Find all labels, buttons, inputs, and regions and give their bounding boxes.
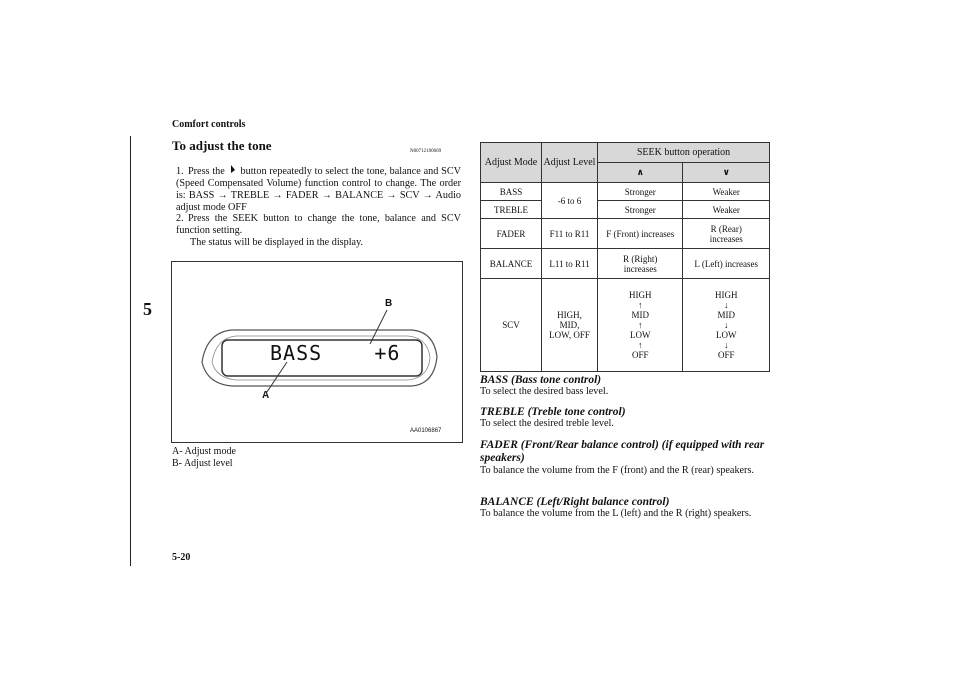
cell-level: HIGH, MID, LOW, OFF <box>542 279 598 372</box>
page-number: 5-20 <box>172 552 191 563</box>
cell-down: Weaker <box>683 183 770 201</box>
step-note: The status will be displayed in the display. <box>190 237 364 248</box>
cell-up: Stronger <box>598 183 683 201</box>
cell-up: R (Right) increases <box>598 249 683 279</box>
page-title: To adjust the tone <box>172 138 272 153</box>
section-treble <box>480 406 770 430</box>
step-number: 2. <box>176 213 184 224</box>
header-mode: Adjust Mode <box>481 143 542 183</box>
header-down: ∨ <box>683 163 770 183</box>
header-level: Adjust Level <box>542 143 598 183</box>
cell-down-list: HIGH ↓ MID ↓ LOW ↓ OFF <box>683 279 770 372</box>
section-text: To balance the volume from the F (front) and the R (rear) speakers. <box>480 465 754 476</box>
step-1 <box>176 164 461 214</box>
running-header: Comfort controls <box>172 119 246 130</box>
cell-mode: TREBLE <box>481 201 542 219</box>
cell-mode: FADER <box>481 219 542 249</box>
section-fader <box>480 439 770 477</box>
callout-a: A <box>262 390 270 401</box>
step-text: button repeatedly to select the tone, balance and SCV (Speed Compensated Volume) function control to change. The order is: BASS → TREBLE → FADER → BALANCE → SCV → Audio adjust mode OFF <box>176 166 461 213</box>
cell-level: L11 to R11 <box>542 249 598 279</box>
figure-code: AA0106867 <box>410 428 442 434</box>
sound-button-icon <box>228 166 238 177</box>
cell-up: F (Front) increases <box>598 219 683 249</box>
chapter-tab-line <box>130 136 131 566</box>
chapter-number: 5 <box>143 299 152 319</box>
cell-down: R (Rear) increases <box>683 219 770 249</box>
step-text: Press the <box>188 166 225 177</box>
section-title: TREBLE (Treble tone control) <box>480 406 626 418</box>
step-2 <box>176 213 461 249</box>
callout-b: B <box>385 298 393 309</box>
header-seek: SEEK button operation <box>598 143 770 163</box>
section-title: FADER (Front/Rear balance control) (if equipped with rear speakers) <box>480 439 765 464</box>
cell-mode: SCV <box>481 279 542 372</box>
cell-up: Stronger <box>598 201 683 219</box>
header-up: ∧ <box>598 163 683 183</box>
legend-a: A- Adjust mode <box>172 446 236 457</box>
tone-table <box>480 142 770 372</box>
step-number: 1. <box>176 166 184 177</box>
section-text: To select the desired bass level. <box>480 386 609 397</box>
section-bass <box>480 374 770 398</box>
display-readout: BASS +6 <box>270 341 401 365</box>
cell-level: F11 to R11 <box>542 219 598 249</box>
cell-mode: BALANCE <box>481 249 542 279</box>
display-figure <box>171 261 463 443</box>
cell-mode: BASS <box>481 183 542 201</box>
section-text: To select the desired treble level. <box>480 418 614 429</box>
doc-code: N00712100669 <box>410 149 442 154</box>
section-title: BALANCE (Left/Right balance control) <box>480 496 670 508</box>
step-text: Press the SEEK button to change the tone, balance and SCV function setting. <box>176 213 461 236</box>
cell-down: Weaker <box>683 201 770 219</box>
cell-down: L (Left) increases <box>683 249 770 279</box>
legend-b: B- Adjust level <box>172 458 233 469</box>
section-balance <box>480 496 770 520</box>
cell-level: -6 to 6 <box>542 183 598 219</box>
section-title: BASS (Bass tone control) <box>480 374 602 386</box>
section-text: To balance the volume from the L (left) and the R (right) speakers. <box>480 508 752 519</box>
cell-up-list: HIGH ↑ MID ↑ LOW ↑ OFF <box>598 279 683 372</box>
